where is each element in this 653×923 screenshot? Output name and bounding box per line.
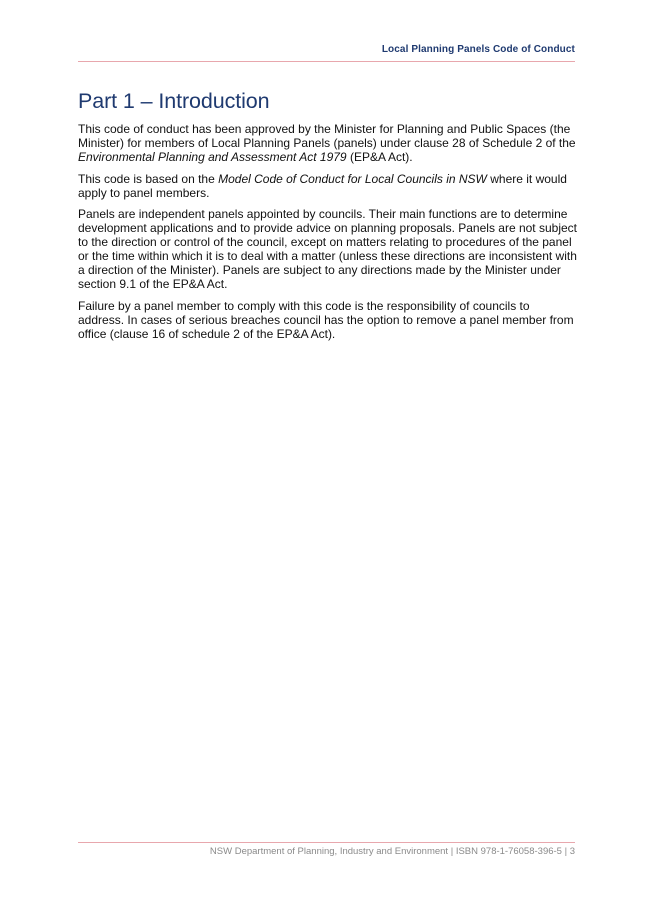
section-heading: Part 1 – Introduction [78, 89, 270, 113]
section-body [78, 122, 578, 348]
paragraph-1-text-b: (EP&A Act). [346, 150, 413, 164]
paragraph-4: Failure by a panel member to comply with this code is the responsibility of councils to address. In cases of serious breaches council has the option to remove a panel member from office (clause 16 of schedule 2 of the EP&A Act). [78, 298, 574, 341]
paragraph-3: Panels are independent panels appointed by councils. Their main functions are to determine development applications and to provide advice on planning proposals. Panels are not subject to the direction or control of the council, except on matters relating to procedures of the panel or the time within which it is to deal with a matter (unless these directions are inconsistent with a direction of the Minister). Panels are subject to any directions made by the Minister under section 9.1 of the EP&A Act. [78, 207, 577, 291]
footer-divider [78, 842, 575, 843]
page-footer: NSW Department of Planning, Industry and Environment | ISBN 978-1-76058-396-5 | 3 [209, 846, 575, 857]
running-header: Local Planning Panels Code of Conduct [381, 44, 575, 55]
act-title: Environmental Planning and Assessment Act 1979 [78, 150, 347, 164]
paragraph-2-text-b: where it would apply to panel members. [78, 171, 567, 200]
paragraph-2 [78, 172, 578, 200]
model-code-title: Model Code of Conduct for Local Councils in NSW [218, 171, 487, 186]
header-divider [78, 61, 575, 62]
paragraph-1 [78, 122, 578, 164]
paragraph-2-text-a: This code is based on the [78, 171, 219, 186]
paragraph-1-text-a: This code of conduct has been approved by the Minister for Planning and Public Spaces (the Minister) for members of Local Planning Panels (panels) under clause 28 of Schedule 2 of the [78, 122, 576, 150]
